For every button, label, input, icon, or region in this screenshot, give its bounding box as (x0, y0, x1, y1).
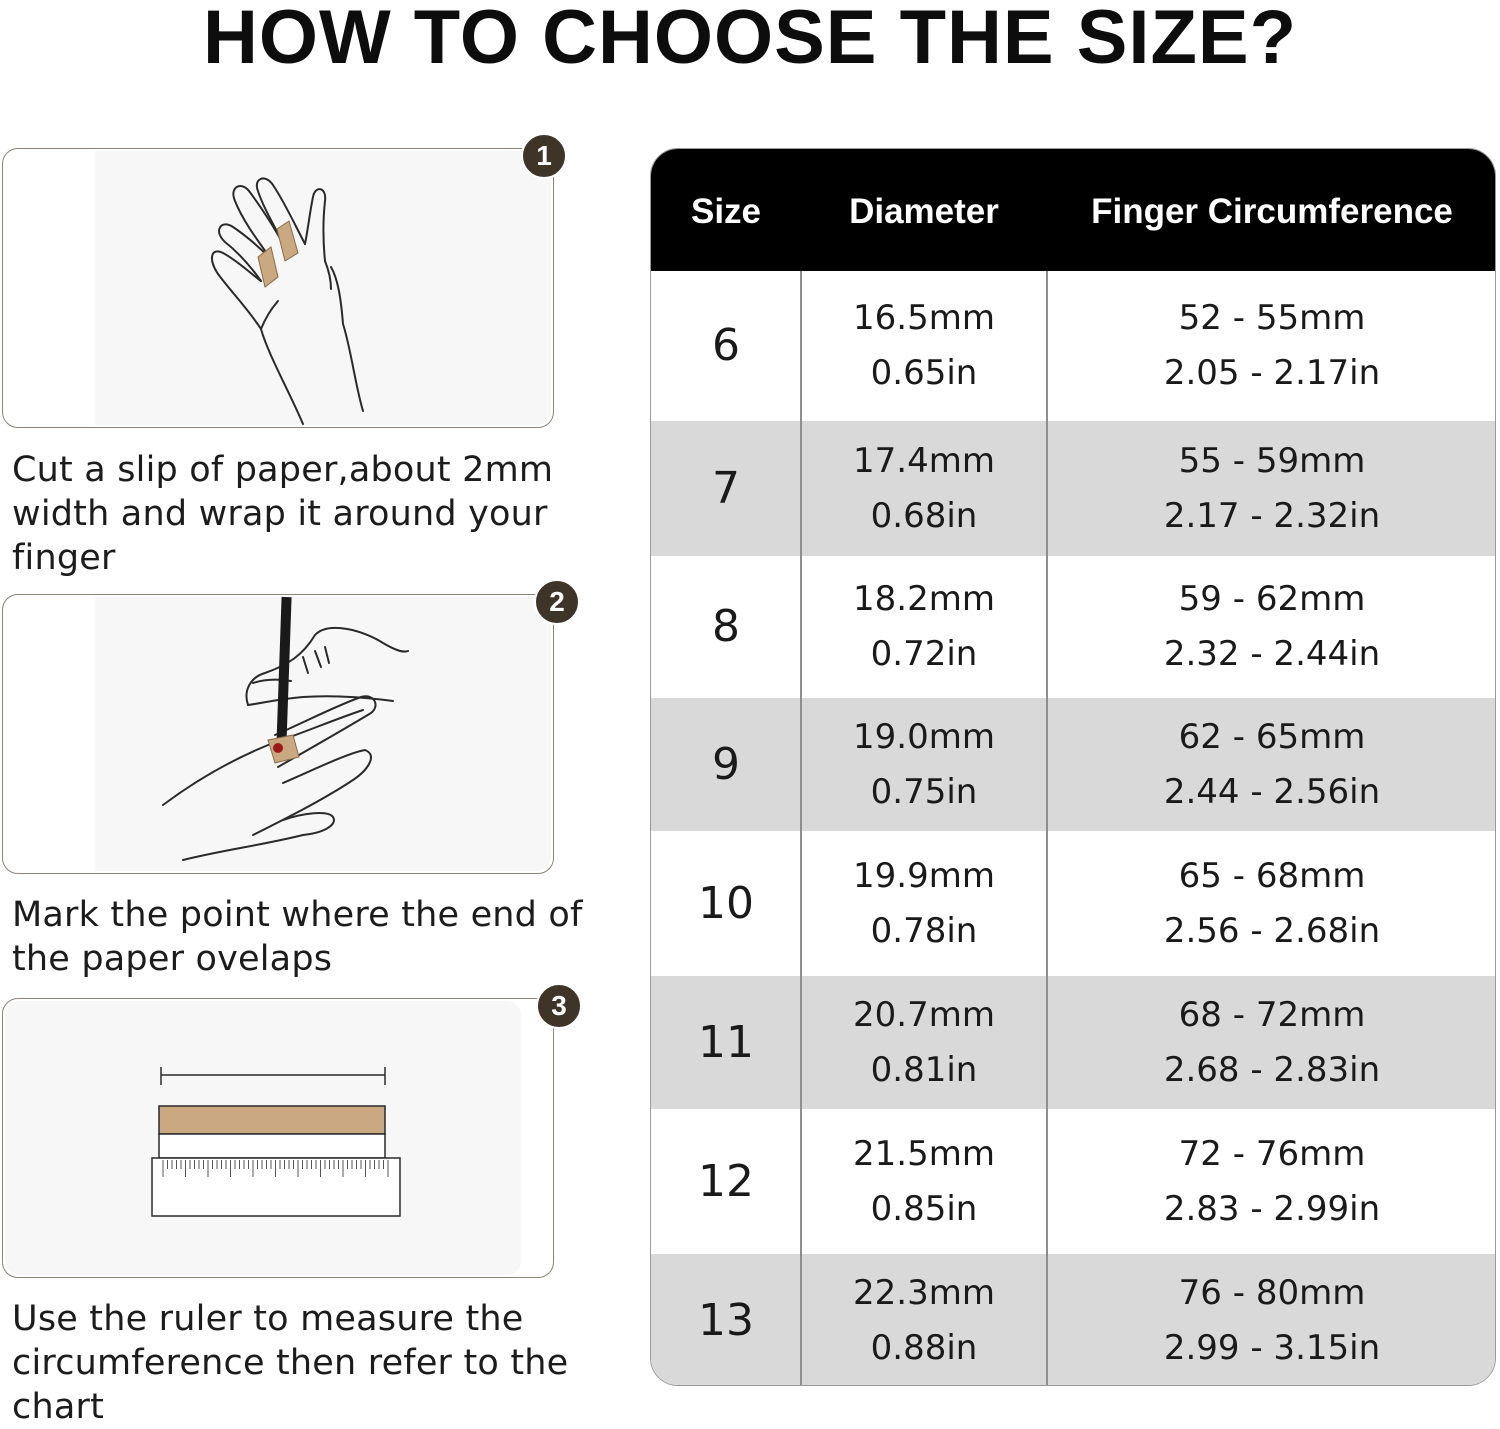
diameter-cell-value: 0.75in (870, 772, 978, 812)
column-divider (800, 271, 802, 1386)
circumference-cell-value: 2.17 - 2.32in (1163, 496, 1381, 536)
diameter-cell-value: 20.7mm (853, 995, 995, 1035)
step-3-text: Use the ruler to measure the circumference then refer to the chart (12, 1299, 569, 1427)
diameter-cell-value: 19.0mm (853, 717, 995, 757)
diameter-cell-value: 0.78in (870, 911, 978, 951)
header-circumference: Finger Circumference (1091, 192, 1453, 231)
diameter-cell-value: 16.5mm (853, 298, 995, 338)
size-cell: 13 (698, 1295, 754, 1346)
diameter-cell-value: 21.5mm (853, 1134, 995, 1174)
diameter-cell-value: 0.81in (870, 1050, 978, 1090)
size-chart-table (650, 148, 1496, 1386)
step-1-card (2, 140, 554, 428)
size-cell: 10 (698, 878, 754, 929)
circumference-cell-value: 55 - 59mm (1178, 441, 1366, 481)
hand-wrap-paper-icon (3, 149, 553, 427)
size-cell: 9 (712, 739, 740, 790)
circumference-cell (1047, 1109, 1496, 1254)
circumference-cell-value: 65 - 68mm (1178, 856, 1366, 896)
size-cell: 6 (712, 320, 740, 371)
circumference-cell (1047, 271, 1496, 421)
circumference-cell-value: 76 - 80mm (1178, 1273, 1366, 1313)
step-badge: 3 (536, 983, 582, 1029)
column-divider (1046, 271, 1048, 1386)
diameter-cell (801, 1109, 1047, 1254)
header-size: Size (690, 192, 762, 231)
diameter-cell (801, 1254, 1047, 1386)
circumference-cell (1047, 556, 1496, 698)
table-header (651, 149, 1496, 271)
diameter-cell-value: 19.9mm (853, 856, 995, 896)
diameter-cell-value: 22.3mm (853, 1273, 995, 1313)
pen-mark-finger-icon (3, 595, 553, 873)
circumference-cell-value: 2.44 - 2.56in (1163, 772, 1381, 812)
table-row (651, 831, 1496, 976)
circumference-cell-value: 2.32 - 2.44in (1163, 634, 1381, 674)
diameter-cell-value: 0.68in (870, 496, 978, 536)
step-badge: 1 (521, 133, 567, 179)
table-row (651, 698, 1496, 831)
table-row (651, 421, 1496, 556)
step-3-card (2, 990, 567, 1278)
circumference-cell (1047, 421, 1496, 556)
circumference-cell-value: 68 - 72mm (1178, 995, 1366, 1035)
header-diameter: Diameter (849, 192, 999, 231)
circumference-cell-value: 52 - 55mm (1178, 298, 1366, 338)
diameter-cell (801, 831, 1047, 976)
size-cell: 7 (712, 463, 740, 514)
diameter-cell-value: 0.65in (870, 353, 978, 393)
circumference-cell (1047, 698, 1496, 831)
table-row (651, 556, 1496, 698)
size-cell: 11 (698, 1017, 754, 1068)
size-cell: 12 (698, 1156, 754, 1207)
diameter-cell-value: 18.2mm (853, 579, 995, 619)
table-row (651, 976, 1496, 1109)
circumference-cell (1047, 976, 1496, 1109)
diameter-cell (801, 698, 1047, 831)
diameter-cell (801, 556, 1047, 698)
page-title: HOW TO CHOOSE THE SIZE? (202, 0, 1298, 80)
table-row (651, 1109, 1496, 1254)
table-row (651, 271, 1496, 421)
step-2-text: Mark the point where the end of the paper ovelaps (12, 895, 583, 979)
circumference-cell-value: 59 - 62mm (1178, 579, 1366, 619)
circumference-cell-value: 2.05 - 2.17in (1163, 353, 1381, 393)
table-row (651, 1254, 1496, 1386)
size-cell: 8 (712, 601, 740, 652)
circumference-cell-value: 62 - 65mm (1178, 717, 1366, 757)
diameter-cell (801, 271, 1047, 421)
diameter-cell (801, 421, 1047, 556)
diameter-cell-value: 0.85in (870, 1189, 978, 1229)
circumference-cell-value: 2.99 - 3.15in (1163, 1328, 1381, 1368)
diameter-cell-value: 17.4mm (853, 441, 995, 481)
circumference-cell-value: 2.56 - 2.68in (1163, 911, 1381, 951)
diameter-cell (801, 976, 1047, 1109)
circumference-cell-value: 2.83 - 2.99in (1163, 1189, 1381, 1229)
ruler-measure-icon (3, 999, 553, 1277)
step-1-text: Cut a slip of paper,about 2mm width and wrap it around your finger (12, 450, 554, 578)
circumference-cell-value: 2.68 - 2.83in (1163, 1050, 1381, 1090)
step-badge: 2 (534, 579, 580, 625)
diameter-cell-value: 0.88in (870, 1328, 978, 1368)
step-2-card (2, 586, 565, 874)
circumference-cell (1047, 1254, 1496, 1386)
circumference-cell (1047, 831, 1496, 976)
diameter-cell-value: 0.72in (870, 634, 978, 674)
circumference-cell-value: 72 - 76mm (1178, 1134, 1366, 1174)
